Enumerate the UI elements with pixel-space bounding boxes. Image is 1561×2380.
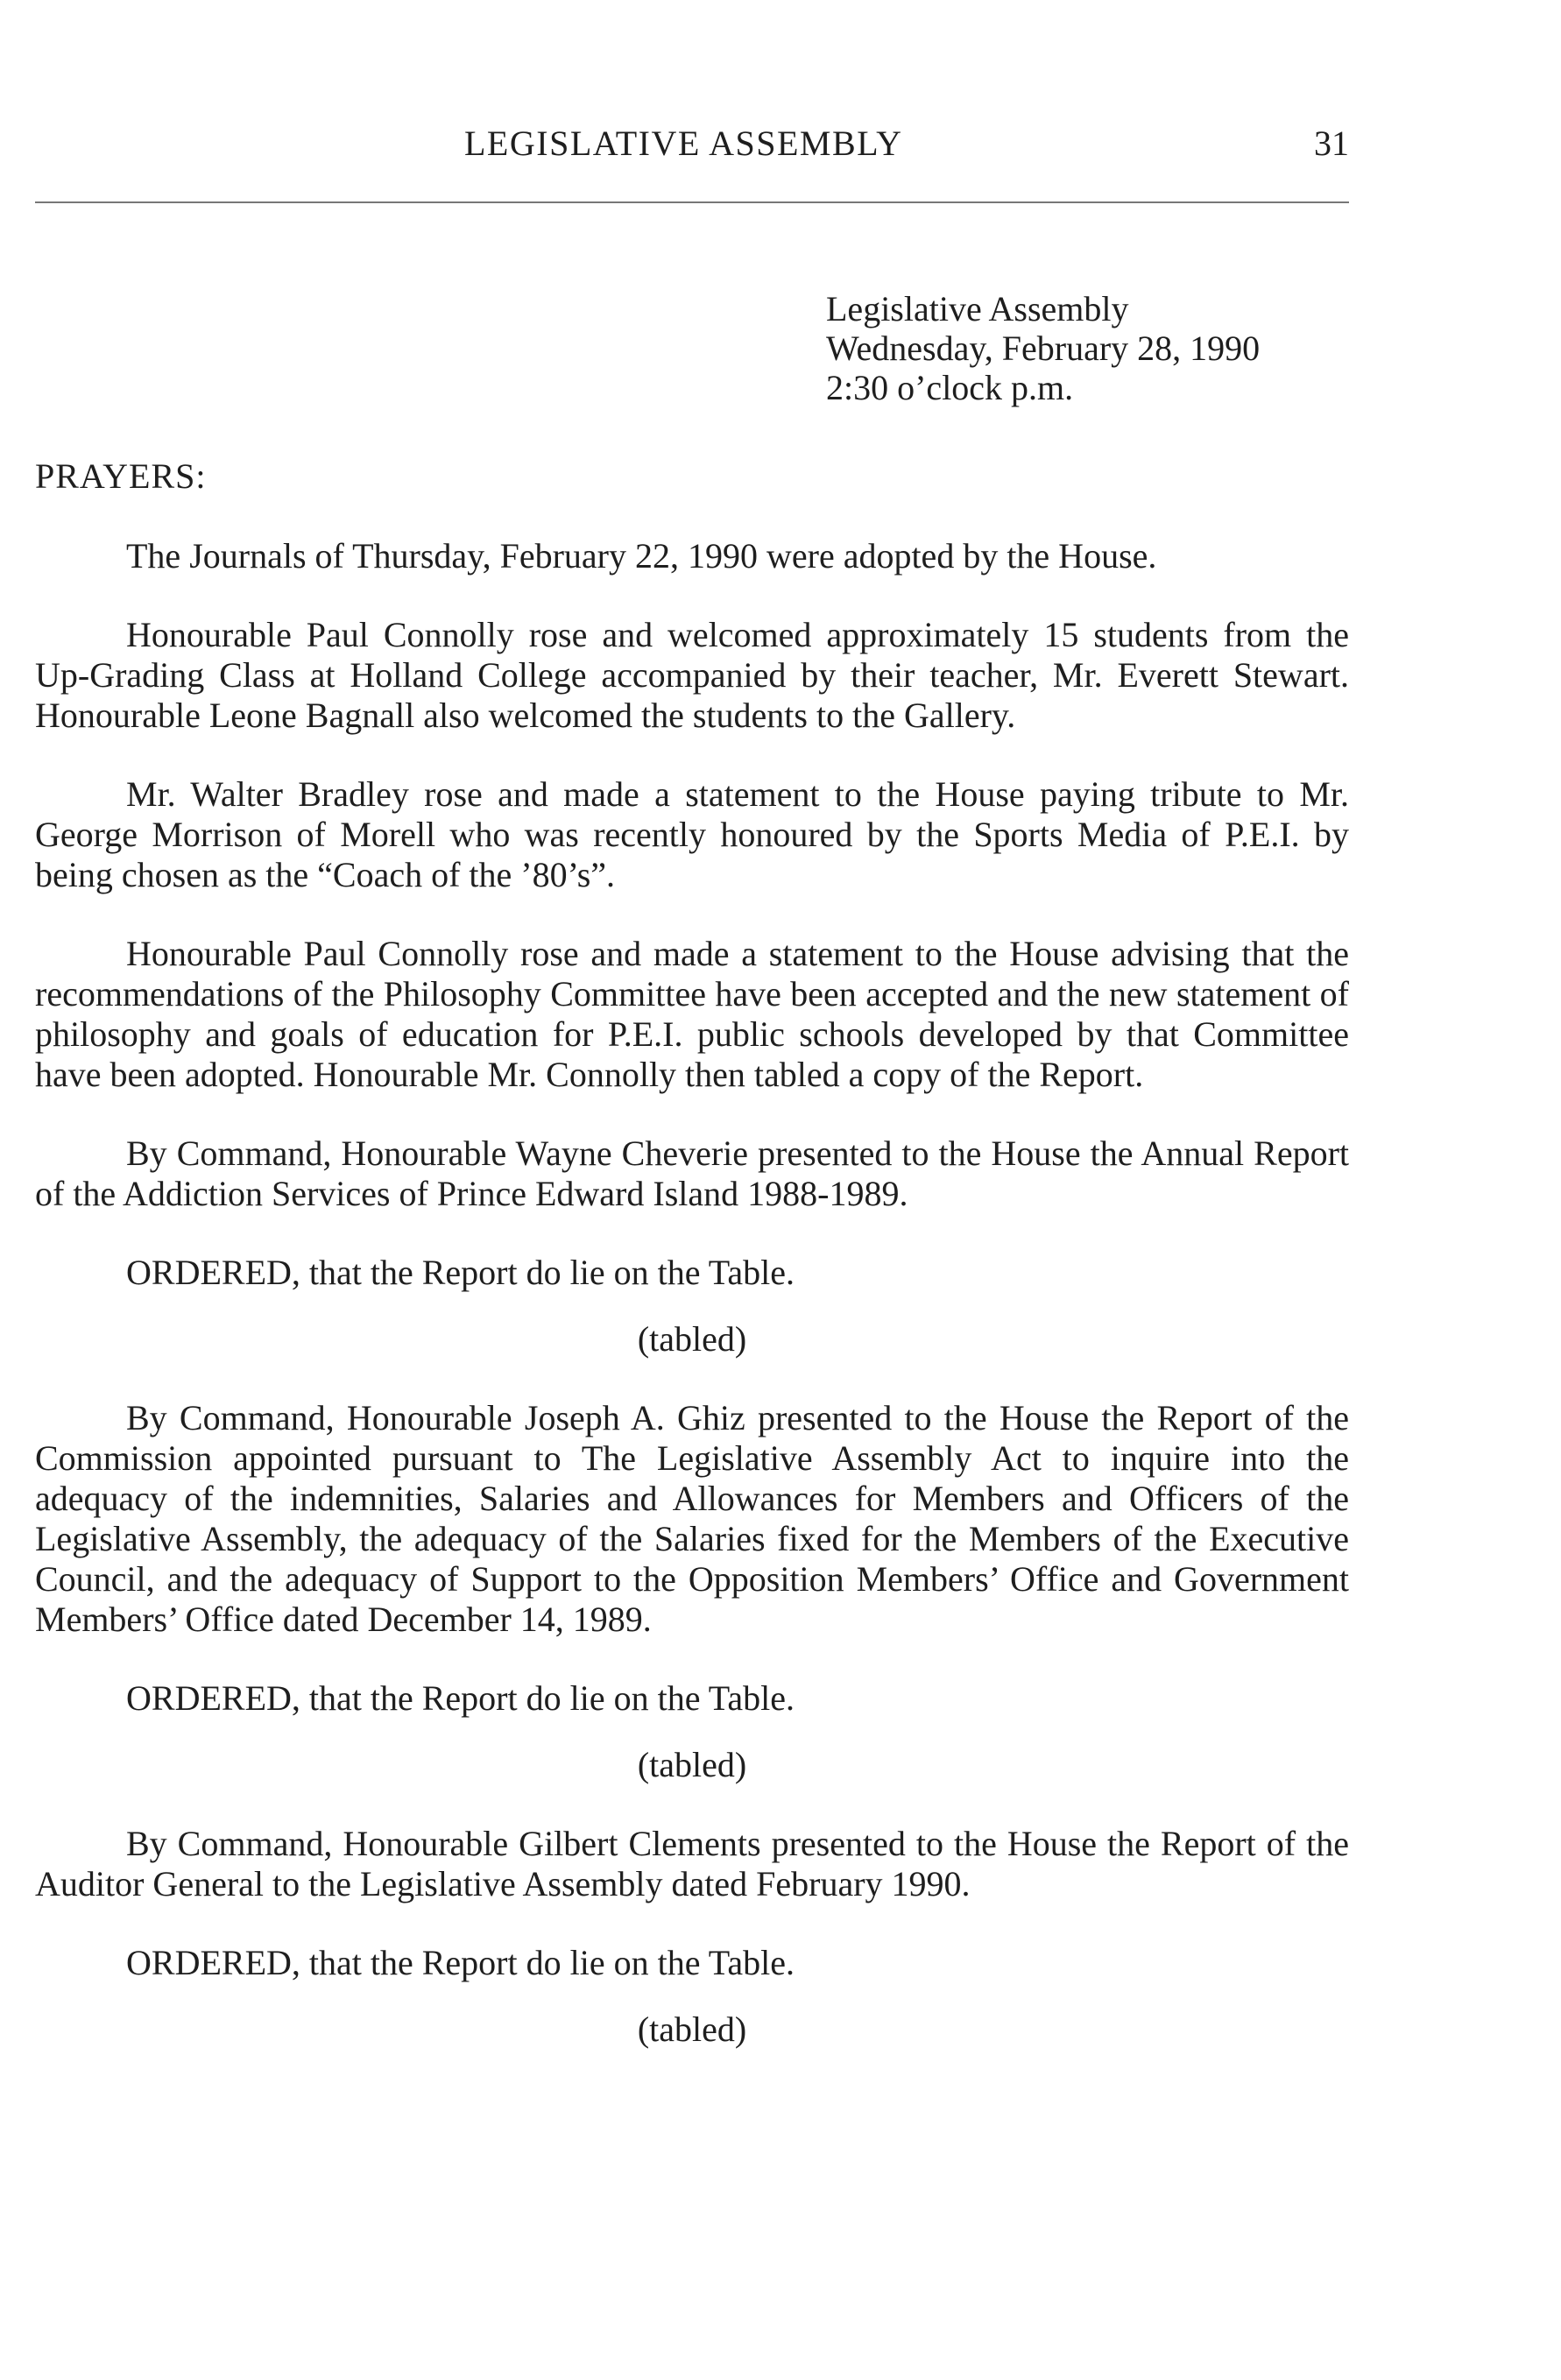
- paragraph-journals-adopted: The Journals of Thursday, February 22, 1990 were adopted by the House.: [126, 536, 1157, 576]
- prayers-heading: PRAYERS:: [35, 456, 207, 496]
- ordered-line: ORDERED, that the Report do lie on the Table.: [126, 1678, 795, 1718]
- journal-page: [35, 0, 1349, 2380]
- paragraph-tribute-statement: Mr. Walter Bradley rose and made a statement to the House paying tribute to Mr. George Morrison of Morell who was recently honoured by the Sports Media of P.E.I. by being chosen as the “Coach of the ’80’s”.: [35, 774, 1349, 894]
- paragraph-students-welcome: Honourable Paul Connolly rose and welcomed approximately 15 students from the Up-Grading Class at Holland College accompanied by their teacher, Mr. Everett Stewart. Honourable Leone Bagnall also welcomed the students to the Gallery.: [35, 615, 1349, 735]
- paragraph-addiction-report: By Command, Honourable Wayne Cheverie presented to the House the Annual Report of the Addiction Services of Prince Edward Island 1988-1989.: [35, 1134, 1349, 1213]
- paragraph-commission-report: By Command, Honourable Joseph A. Ghiz presented to the House the Report of the Commission appointed pursuant to The Legislative Assembly Act to inquire into the adequacy of the indemnities, Salaries and Allowances for Members and Officers of the Legislative Assembly, the adequacy of the Salaries fixed for the Members of the Executive Council, and the adequacy of Support to the Opposition Members’ Office and Government Members’ Office dated December 14, 1989.: [35, 1398, 1349, 1639]
- tabled-note: (tabled): [637, 1745, 747, 1784]
- proceedings-text: [35, 536, 1349, 2050]
- ordered-line: ORDERED, that the Report do lie on the Table.: [126, 1943, 795, 1982]
- tabled-note: (tabled): [637, 1319, 747, 1359]
- tabled-note: (tabled): [637, 2009, 747, 2049]
- ordered-line: ORDERED, that the Report do lie on the Table.: [126, 1253, 795, 1292]
- running-title: LEGISLATIVE ASSEMBLY: [464, 124, 903, 163]
- paragraph-auditor-report: By Command, Honourable Gilbert Clements presented to the House the Report of the Auditor General to the Legislative Assembly dated February 1990.: [35, 1824, 1349, 1903]
- dateline-date: Wednesday, February 28, 1990: [826, 328, 1261, 368]
- running-header: [35, 123, 1349, 175]
- page-number: 31: [1314, 124, 1349, 163]
- paragraph-philosophy-statement: Honourable Paul Connolly rose and made a statement to the House advising that the recommendations of the Philosophy Committee have been accepted and the new statement of philosophy and goals of education for P.E.I. public schools developed by that Committee have been adopted. Honourable Mr. Connolly then tabled a copy of the Report.: [35, 934, 1349, 1094]
- dateline-time: 2:30 o’clock p.m.: [826, 368, 1074, 407]
- header-rule: [35, 201, 1349, 203]
- dateline-body: Legislative Assembly: [826, 289, 1129, 328]
- sitting-dateline: [826, 289, 1260, 407]
